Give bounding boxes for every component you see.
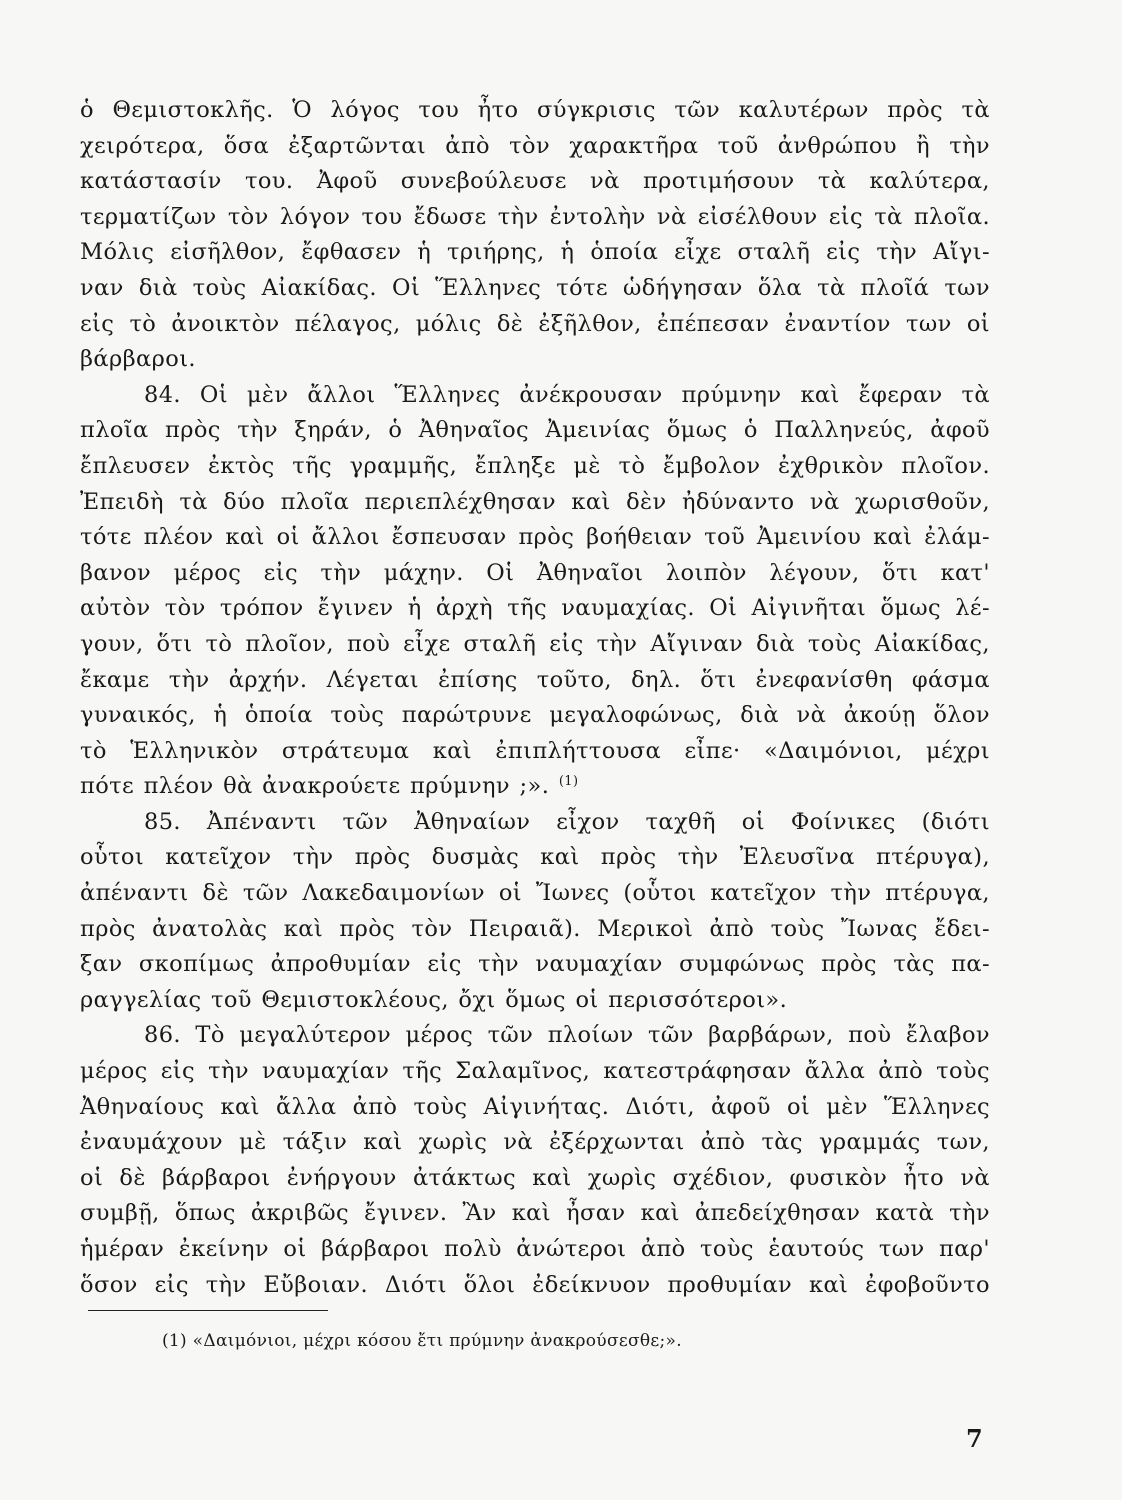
page-number: 7 xyxy=(966,1424,983,1453)
text-line: αὐτὸν τὸν τρόπον ἔγινεν ἡ ἀρχὴ τῆς ναυμαχίας. Οἱ Αἰγινῆται ὅμως λέ- xyxy=(80,595,990,622)
text-line: ξαν σκοπίμως ἀπροθυμίαν εἰς τὴν ναυμαχίαν συμφώνως πρὸς τὰς πα- xyxy=(80,951,990,978)
paragraph-84-start: 84. Οἱ μὲν ἄλλοι Ἕλληνες ἀνέκρουσαν πρύμνην καὶ ἔφεραν τὰ xyxy=(144,381,990,408)
text-line-content: πότε πλέον θὰ ἀνακρούετε πρύμνην ;». xyxy=(80,773,550,800)
text-line: ἡμέραν ἐκείνην οἱ βάρβαροι πολὺ ἀνώτεροι ἀπὸ τοὺς ἑαυτούς των παρ' xyxy=(80,1236,990,1262)
text-line: ὅσον εἰς τὴν Εὔβοιαν. Διότι ὅλοι ἐδείκνυον προθυμίαν καὶ ἐφοβοῦντο xyxy=(80,1271,990,1298)
text-line: οὗτοι κατεῖχον τὴν πρὸς δυσμὰς καὶ πρὸς τὴν Ἐλευσῖνα πτέρυγα), xyxy=(80,844,990,871)
footnote-reference: (1) xyxy=(558,774,579,790)
text-line: συμβῇ, ὅπως ἀκριβῶς ἔγινεν. Ἂν καὶ ἦσαν καὶ ἀπεδείχθησαν κατὰ τὴν xyxy=(80,1200,990,1227)
text-line: γουν, ὅτι τὸ πλοῖον, ποὺ εἶχε σταλῆ εἰς τὴν Αἴγιναν διὰ τοὺς Αἰακίδας, xyxy=(80,630,990,657)
text-line: ἐναυμάχουν μὲ τάξιν καὶ χωρὶς νὰ ἐξέρχωνται ἀπὸ τὰς γραμμάς των, xyxy=(80,1129,990,1156)
text-line: ἀπέναντι δὲ τῶν Λακεδαιμονίων οἱ Ἴωνες (οὗτοι κατεῖχον τὴν πτέρυγα, xyxy=(80,880,990,907)
text-line: ναν διὰ τοὺς Αἰακίδας. Οἱ Ἕλληνες τότε ὡδήγησαν ὅλα τὰ πλοῖά των xyxy=(80,274,990,301)
paragraph-85-start: 85. Ἀπέναντι τῶν Ἀθηναίων εἶχον ταχθῆ οἱ Φοίνικες (διότι xyxy=(144,808,990,835)
text-line: ἔκαμε τὴν ἀρχήν. Λέγεται ἐπίσης τοῦτο, δηλ. ὅτι ἐνεφανίσθη φάσμα xyxy=(80,666,990,693)
text-line: βανον μέρος εἰς τὴν μάχην. Οἱ Ἀθηναῖοι λοιπὸν λέγουν, ὅτι κατ' xyxy=(80,559,990,586)
text-line: βάρβαροι. xyxy=(80,346,196,373)
paragraph-86-start: 86. Τὸ μεγαλύτερον μέρος τῶν πλοίων τῶν βαρβάρων, ποὺ ἔλαβον xyxy=(144,1022,990,1049)
text-line: πλοῖα πρὸς τὴν ξηράν, ὁ Ἀθηναῖος Ἀμεινίας ὅμως ὁ Παλληνεύς, ἀφοῦ xyxy=(80,417,990,444)
text-line: Μόλις εἰσῆλθον, ἔφθασεν ἡ τριήρης, ἡ ὁποία εἶχε σταλῆ εἰς τὴν Αἴγι- xyxy=(80,239,990,266)
text-line: γυναικός, ἡ ὁποία τοὺς παρώτρυνε μεγαλοφώνως, διὰ νὰ ἀκούῃ ὅλον xyxy=(80,702,990,729)
text-line: τὸ Ἑλληνικὸν στράτευμα καὶ ἐπιπλήττουσα εἶπε· «Δαιμόνιοι, μέχρι xyxy=(80,737,990,764)
text-line: εἰς τὸ ἀνοικτὸν πέλαγος, μόλις δὲ ἐξῆλθον, ἐπέπεσαν ἐναντίον των οἱ xyxy=(80,310,990,337)
footnote: (1) «Δαιμόνιοι, μέχρι κόσου ἔτι πρύμνην ἀνακρούσεσθε;». xyxy=(162,1331,682,1351)
text-line: πρὸς ἀνατολὰς καὶ πρὸς τὸν Πειραιᾶ). Μερικοὶ ἀπὸ τοὺς Ἴωνας ἔδει- xyxy=(80,915,990,942)
text-line-with-footnote xyxy=(80,769,990,805)
text-line: ἔπλευσεν ἐκτὸς τῆς γραμμῆς, ἔπληξε μὲ τὸ ἔμβολον ἐχθρικὸν πλοῖον. xyxy=(80,452,990,479)
text-line: ραγγελίας τοῦ Θεμιστοκλέους, ὄχι ὅμως οἱ περισσότεροι». xyxy=(80,986,788,1013)
footnote-divider xyxy=(88,1310,328,1311)
text-line: μέρος εἰς τὴν ναυμαχίαν τῆς Σαλαμῖνος, κατεστράφησαν ἄλλα ἀπὸ τοὺς xyxy=(80,1058,990,1085)
text-line: Ἀθηναίους καὶ ἄλλα ἀπὸ τοὺς Αἰγινήτας. Διότι, ἀφοῦ οἱ μὲν Ἕλληνες xyxy=(80,1093,990,1120)
text-line: χειρότερα, ὅσα ἐξαρτῶνται ἀπὸ τὸν χαρακτῆρα τοῦ ἀνθρώπου ἢ τὴν xyxy=(80,132,990,159)
text-line: ὁ Θεμιστοκλῆς. Ὁ λόγος του ἦτο σύγκρισις τῶν καλυτέρων πρὸς τὰ xyxy=(80,97,990,123)
text-line: οἱ δὲ βάρβαροι ἐνήργουν ἀτάκτως καὶ χωρὶς σχέδιον, φυσικὸν ἦτο νὰ xyxy=(80,1164,990,1191)
text-line: κατάστασίν του. Ἀφοῦ συνεβούλευσε νὰ προτιμήσουν τὰ καλύτερα, xyxy=(80,168,990,195)
text-line: τότε πλέον καὶ οἱ ἄλλοι ἔσπευσαν πρὸς βοήθειαν τοῦ Ἀμεινίου καὶ ἐλάμ- xyxy=(80,524,990,551)
text-line: τερματίζων τὸν λόγον του ἔδωσε τὴν ἐντολὴν νὰ εἰσέλθουν εἰς τὰ πλοῖα. xyxy=(80,203,990,230)
text-line: Ἐπειδὴ τὰ δύο πλοῖα περιεπλέχθησαν καὶ δὲν ἠδύναντο νὰ χωρισθοῦν, xyxy=(80,488,990,515)
body-text xyxy=(80,93,990,1303)
